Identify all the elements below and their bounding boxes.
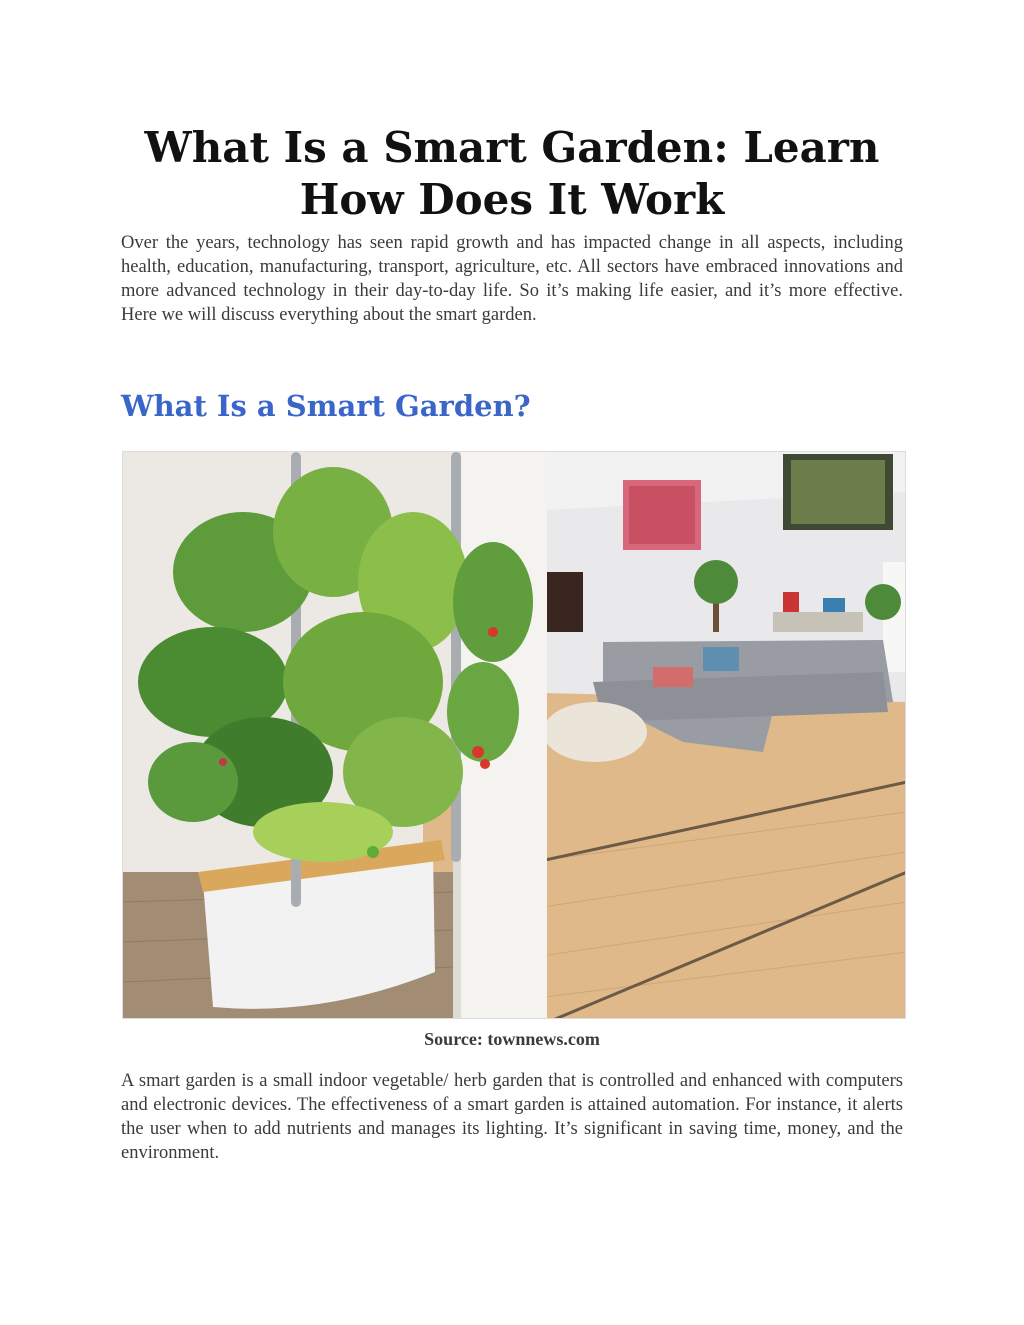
image-caption: Source: townnews.com	[424, 1029, 600, 1049]
smart-garden-photo	[122, 451, 906, 1019]
body-paragraph: A smart garden is a small indoor vegetable/ herb garden that is controlled and enhanced with computers and electronic devices. The effectiveness of a smart garden is attained automation. For instance, it alerts the user when to add nutrients and manages its lighting. It’s significant in saving time, money, and the environment.	[121, 1071, 903, 1163]
section-heading: What Is a Smart Garden?	[121, 389, 531, 423]
intro-paragraph: Over the years, technology has seen rapid growth and has impacted change in all aspects, including health, education, manufacturing, transport, agriculture, etc. All sectors have embraced innovations and more advanced technology in their day-to-day life. So it’s making life easier, and it’s more effective. Here we will discuss everything about the smart garden.	[121, 233, 903, 325]
page-title: What Is a Smart Garden: Learn How Does It Work	[144, 123, 880, 224]
